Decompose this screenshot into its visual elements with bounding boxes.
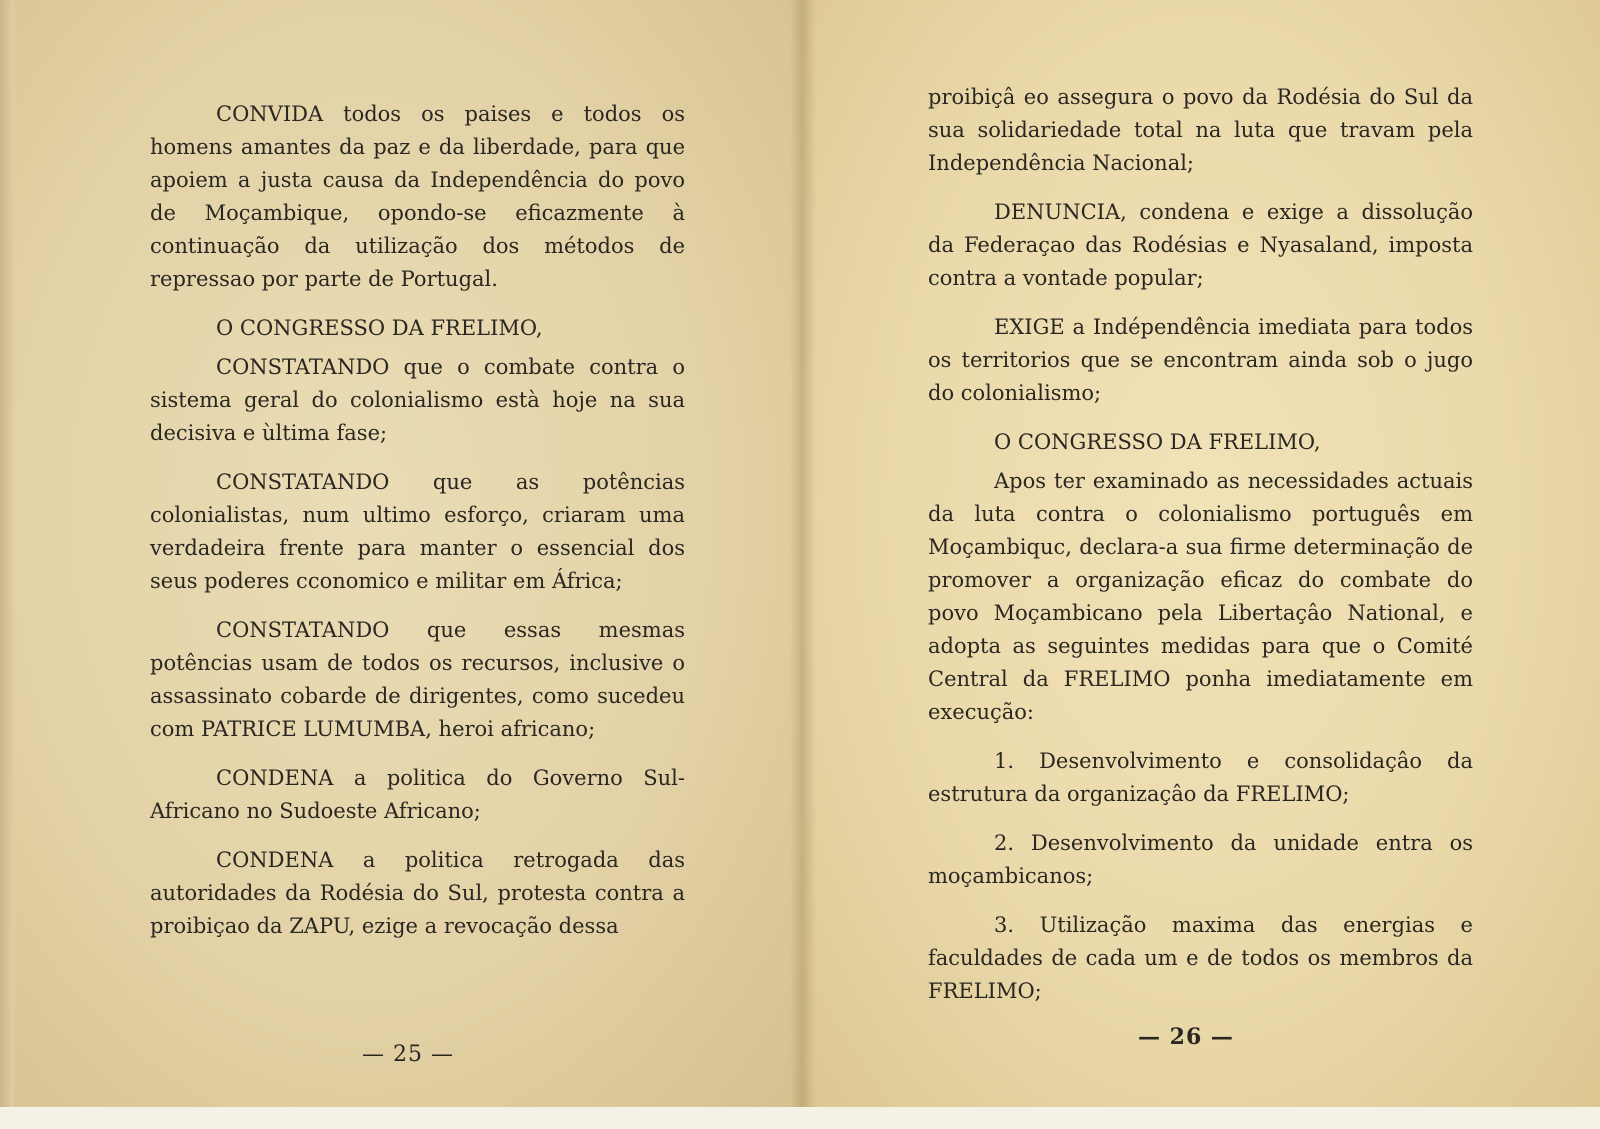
paragraph-condena-2: CONDENA a politica retrogada das autoridades da Rodésia do Sul, protesta contra a proibiçao da ZAPU, ezige a revocação dessa <box>150 848 685 938</box>
paragraph-condena-1: CONDENA a politica do Governo Sul-Africano no Sudoeste Africano; <box>150 766 685 823</box>
paragraph-constatando-1: CONSTATANDO que o combate contra o sistema geral do colonialismo està hoje na sua decisiva e ùltima fase; <box>150 355 685 445</box>
paragraph-constatando-3: CONSTATANDO que essas mesmas potências usam de todos os recursos, inclusive o assassinato cobarde de dirigentes, como sucedeu com PATRICE LUMUMBA, heroi africano; <box>150 618 685 741</box>
left-page-text <box>150 98 685 959</box>
paragraph-exige: EXIGE a Indépendência imediata para todos os territorios que se encontram ainda sob o jugo do colonialismo; <box>928 315 1473 405</box>
page-number-left: — 25 — <box>362 1042 454 1067</box>
paragraph-congresso-heading-2: O CONGRESSO DA FRELIMO, <box>994 430 1321 454</box>
paragraph-proibica-continued: proibiçâ eo assegura o povo da Rodésia do Sul da sua solidariedade total na luta que travam pela Independência Nacional; <box>928 85 1473 175</box>
page-number-right: — 26 — <box>1138 1024 1234 1050</box>
list-item-2: 2. Desenvolvimento da unidade entra os moçambicanos; <box>928 831 1473 888</box>
list-item-1: 1. Desenvolvimento e consolidaçâo da estrutura da organizaçâo da FRELIMO; <box>928 749 1473 806</box>
bottom-margin-strip <box>0 1107 1600 1129</box>
paragraph-denuncia: DENUNCIA, condena e exige a dissolução da Federaçao das Rodésias e Nyasaland, imposta contra a vontade popular; <box>928 200 1473 290</box>
list-item-3: 3. Utilização maxima das energias e faculdades de cada um e de todos os membros da FRELIMO; <box>928 913 1473 1003</box>
paragraph-apos: Apos ter examinado as necessidades actuais da luta contra o colonialismo português em Moçambiquc, declara-a sua firme determinação de promover a organização eficaz do combate do povo Moçambicano pela Libertaçâo National, e adopta as seguintes medidas para que o Comité Central da FRELIMO ponha imediatamente em execução: <box>928 469 1473 724</box>
book-gutter <box>790 0 816 1129</box>
paragraph-congresso-heading: O CONGRESSO DA FRELIMO, <box>216 316 543 340</box>
right-page-text <box>928 81 1473 1024</box>
right-page <box>803 0 1600 1129</box>
paragraph-convida: CONVIDA todos os paises e todos os homens amantes da paz e da liberdade, para que apoiem a justa causa da Independência do povo de Moçambique, opondo-se eficazmente à continuação da utilização dos métodos de repressao por parte de Portugal. <box>150 102 685 291</box>
paragraph-constatando-2: CONSTATANDO que as potências colonialistas, num ultimo esforço, criaram uma verdadeira frente para manter o essencial dos seus poderes cconomico e militar em África; <box>150 470 685 593</box>
